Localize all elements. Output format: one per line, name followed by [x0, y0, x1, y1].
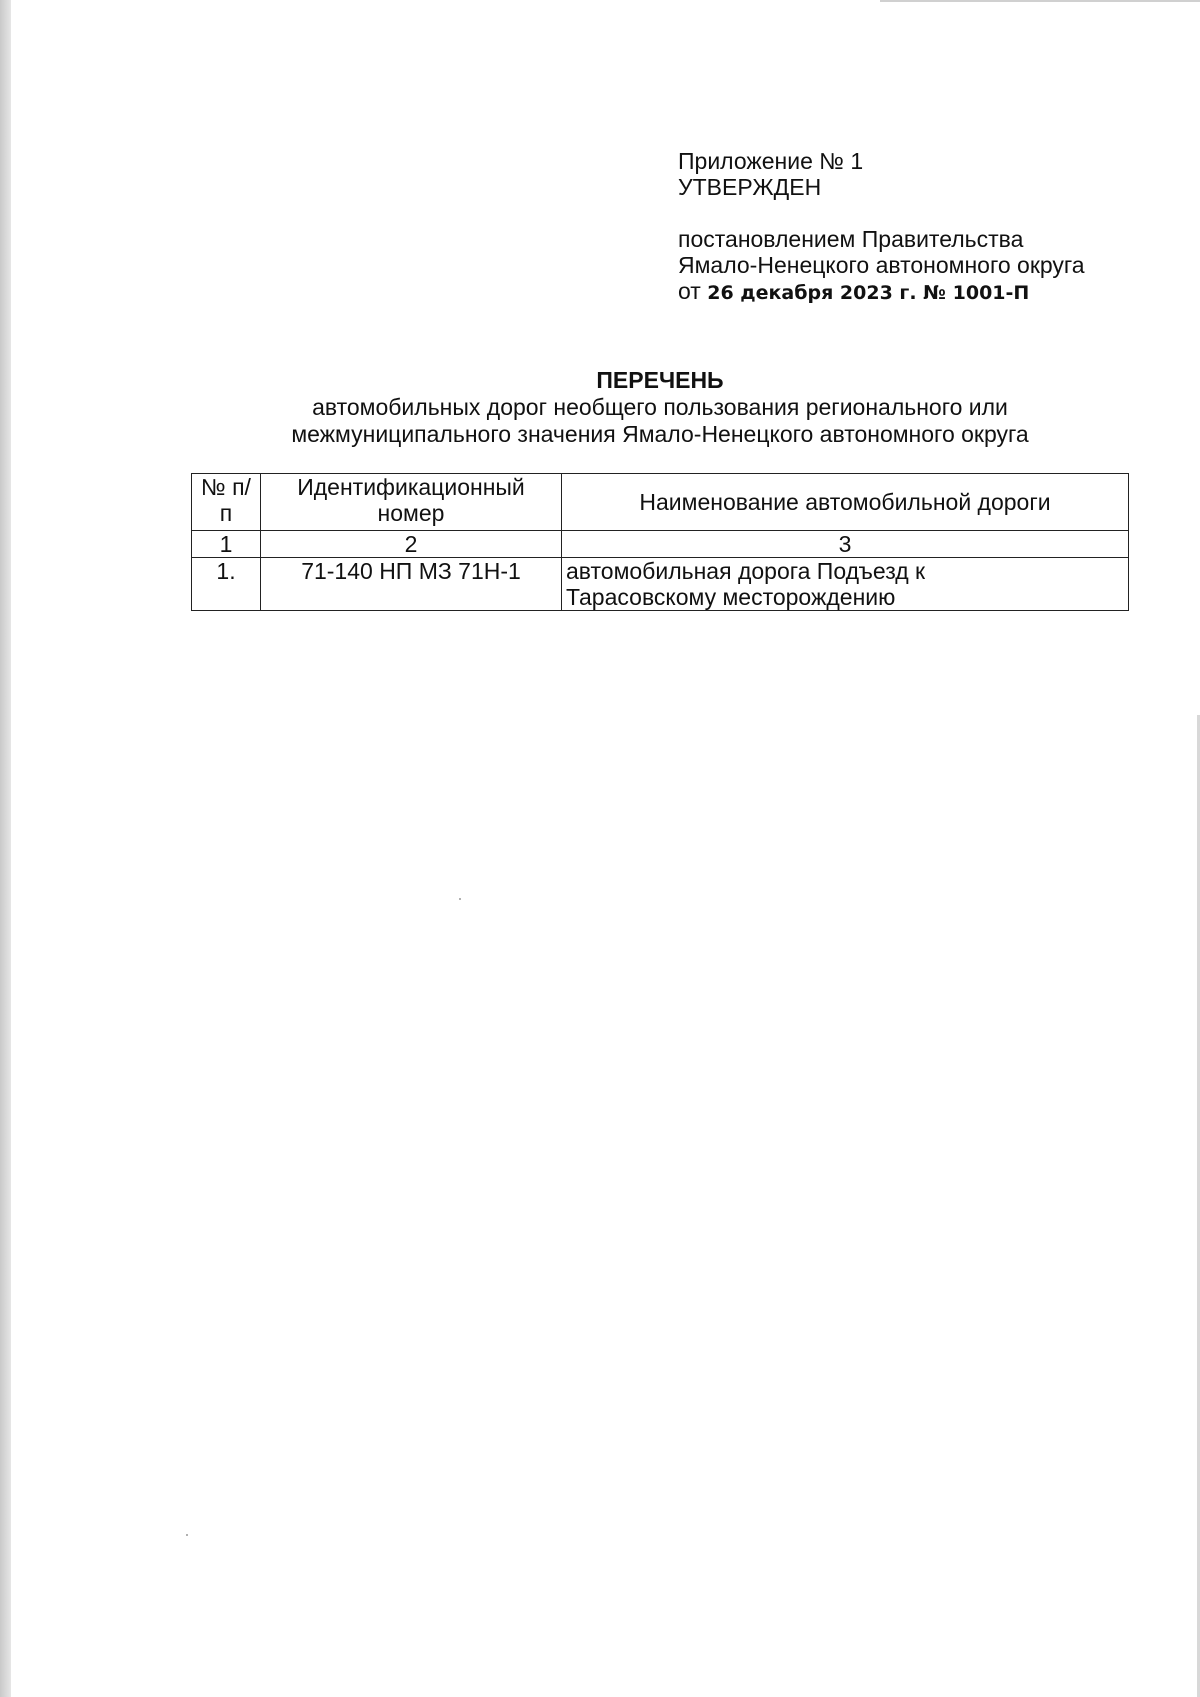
header-name-text: Наименование автомобильной дороги: [639, 489, 1051, 515]
title-line-2: межмуниципального значения Ямало-Ненецкого автономного округа: [291, 421, 1029, 447]
row-number: 1.: [192, 558, 261, 611]
approval-region: Ямало-Ненецкого автономного округа: [678, 252, 1085, 278]
column-number-1: 1: [192, 531, 261, 558]
title-line-1: автомобильных дорог необщего пользования регионального или: [312, 394, 1008, 420]
approval-spacer: [678, 200, 1085, 226]
column-number-row: [192, 531, 1129, 558]
approval-block: [678, 148, 1085, 306]
scan-edge-left: [0, 0, 11, 1697]
header-number: [192, 474, 261, 531]
scan-speck: [459, 898, 461, 900]
scan-speck: [186, 1534, 188, 1536]
approval-date-prefix: от: [678, 278, 701, 304]
approval-resolution: постановлением Правительства: [678, 226, 1024, 252]
table-header-row: [192, 474, 1129, 531]
roads-table: [191, 473, 1129, 611]
appendix-label: Приложение № 1: [678, 148, 864, 174]
column-number-3: 3: [562, 531, 1129, 558]
title-heading: ПЕРЕЧЕНЬ: [596, 367, 724, 393]
header-id-text: Идентификационный номер: [297, 474, 525, 526]
document-title: [200, 366, 1120, 448]
header-id: [261, 474, 562, 531]
column-number-2: 2: [261, 531, 562, 558]
row-name-line-2: Тарасовскому месторождению: [566, 584, 896, 610]
header-number-text: № п/п: [201, 474, 251, 526]
row-id: 71-140 НП МЗ 71Н-1: [261, 558, 562, 611]
row-name-line-1: автомобильная дорога Подъезд к: [566, 558, 926, 584]
approval-date-line: [678, 278, 1085, 306]
scan-edge-top: [880, 0, 1200, 2]
row-name: [562, 558, 1129, 611]
header-name: [562, 474, 1129, 531]
approved-label: УТВЕРЖДЕН: [678, 174, 822, 200]
approval-date: 26 декабря 2023 г. № 1001-П: [707, 282, 1030, 304]
table-row: [192, 558, 1129, 611]
